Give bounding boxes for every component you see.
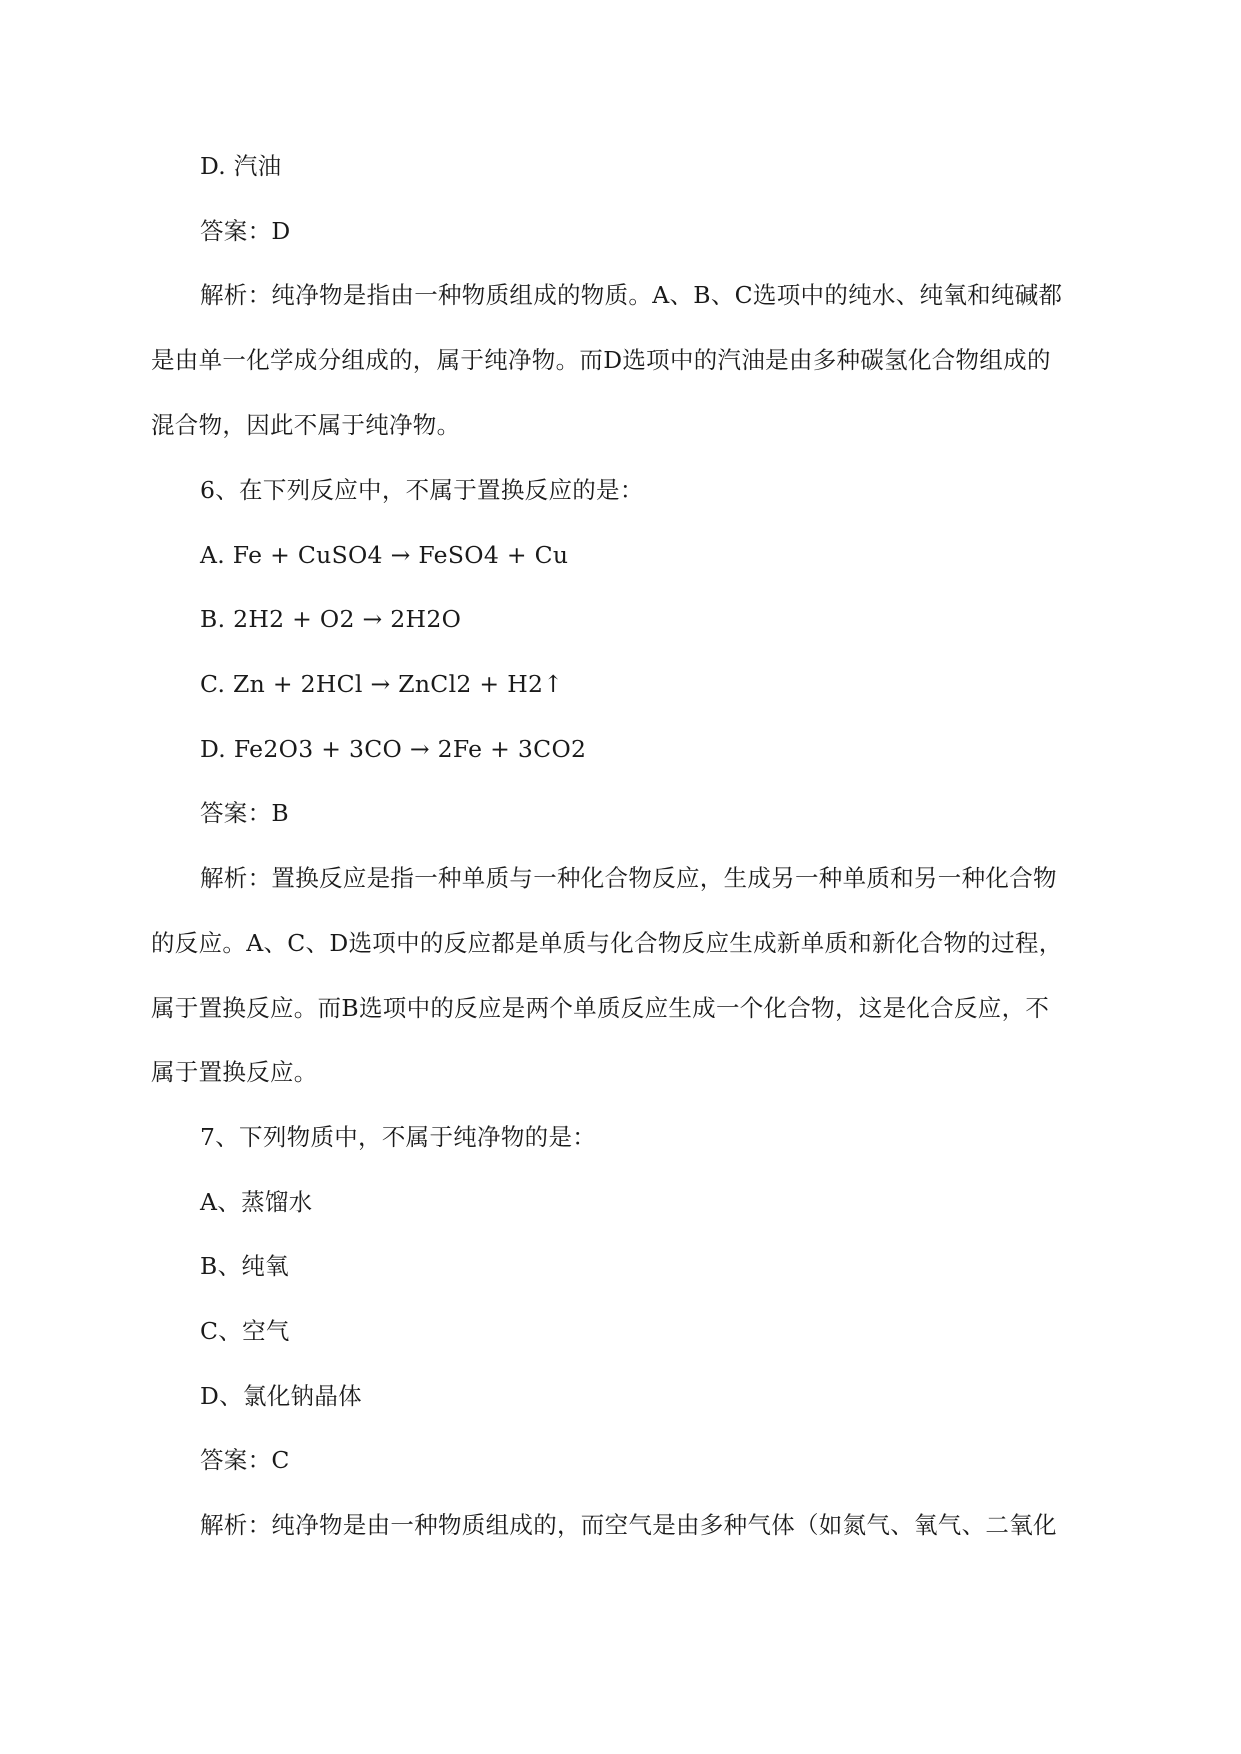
q7-option-c: C、空气 [200,1317,290,1345]
q5-option-d: D. 汽油 [200,152,282,180]
q7-answer: 答案：C [200,1446,290,1474]
q5-analysis-line-1: 解析：纯净物是指由一种物质组成的物质。A、B、C选项中的纯水、纯氧和纯碱都 [200,281,1063,309]
q6-option-b: B. 2H2 + O2 → 2H2O [200,605,462,633]
q7-option-b: B、纯氧 [200,1252,289,1280]
q7-analysis-line-1: 解析：纯净物是由一种物质组成的，而空气是由多种气体（如氮气、氧气、二氧化 [200,1511,1057,1539]
q6-analysis-line-2: 的反应。A、C、D选项中的反应都是单质与化合物反应生成新单质和新化合物的过程， [151,929,1063,957]
q6-option-c: C. Zn + 2HCl → ZnCl2 + H2↑ [200,670,564,698]
q5-analysis-line-2: 是由单一化学成分组成的，属于纯净物。而D选项中的汽油是由多种碳氢化合物组成的 [151,346,1051,374]
q5-analysis-line-3: 混合物，因此不属于纯净物。 [151,411,461,439]
q6-analysis-line-3: 属于置换反应。而B选项中的反应是两个单质反应生成一个化合物，这是化合反应，不 [151,994,1050,1022]
q7-option-a: A、蒸馏水 [200,1188,313,1216]
q6-analysis-line-1: 解析：置换反应是指一种单质与一种化合物反应，生成另一种单质和另一种化合物 [200,864,1057,892]
q7-option-d: D、氯化钠晶体 [200,1382,362,1410]
q6-question: 6、在下列反应中，不属于置换反应的是： [200,476,644,504]
q6-answer: 答案：B [200,799,289,827]
q6-option-d: D. Fe2O3 + 3CO → 2Fe + 3CO2 [200,735,587,763]
q5-answer: 答案：D [200,217,291,245]
q6-option-a: A. Fe + CuSO4 → FeSO4 + Cu [200,541,569,569]
q6-analysis-line-4: 属于置换反应。 [151,1058,318,1086]
q7-question: 7、下列物质中，不属于纯净物的是： [200,1123,597,1151]
